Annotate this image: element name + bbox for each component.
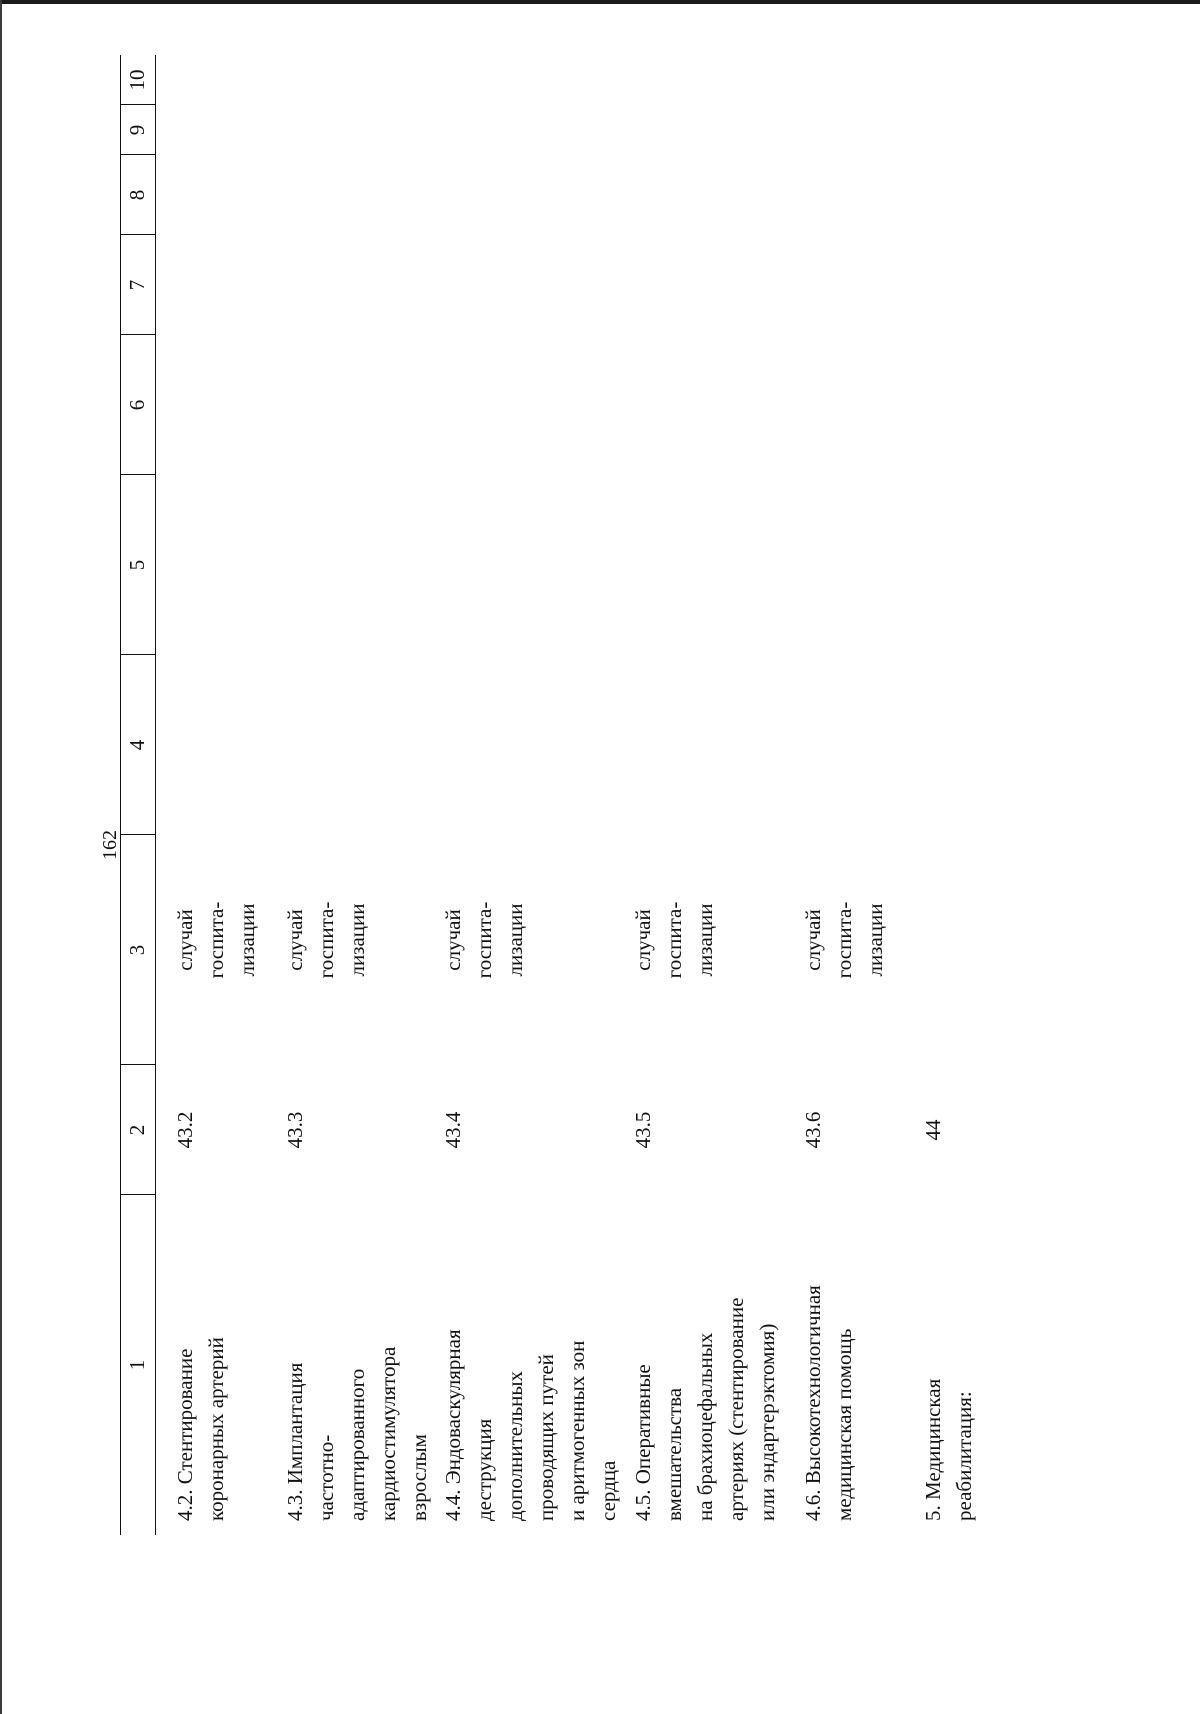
header-col-10: 10 bbox=[125, 69, 149, 91]
row-name: 5. Медицинская реабилитация: bbox=[921, 1378, 976, 1521]
header-col-1: 1 bbox=[125, 1359, 149, 1371]
header-col-2: 2 bbox=[125, 1124, 149, 1136]
row-name: 4.3. Имплантация частотно- адаптированного кардиостимулятора взрослым bbox=[283, 1346, 431, 1521]
page-number: 162 bbox=[99, 830, 121, 860]
row-code: 44 bbox=[921, 1119, 945, 1141]
header-bottom-border bbox=[155, 55, 156, 1535]
row-code: 43.2 bbox=[173, 1111, 197, 1149]
header-col-9: 9 bbox=[125, 124, 149, 136]
header-col-3: 3 bbox=[125, 944, 149, 956]
row-unit: случай госпита- лизации bbox=[283, 901, 369, 979]
header-col-4: 4 bbox=[125, 739, 149, 751]
row-code: 43.3 bbox=[283, 1111, 307, 1149]
header-col-5: 5 bbox=[125, 559, 149, 571]
scan-edge-left bbox=[0, 0, 2, 1714]
header-col-8: 8 bbox=[125, 189, 149, 201]
header-col-7: 7 bbox=[125, 279, 149, 291]
row-unit: случай госпита- лизации bbox=[441, 901, 527, 979]
data-table bbox=[120, 55, 976, 1535]
scan-edge-top bbox=[0, 0, 1200, 4]
row-name: 4.5. Оперативные вмешательства на брахиоцефальных артериях (стентирование или эндартерэктомия) bbox=[631, 1297, 779, 1521]
row-unit: случай госпита- лизации bbox=[801, 901, 887, 979]
row-name: 4.2. Стентирование коронарных артерий bbox=[173, 1337, 228, 1521]
header-col-6: 6 bbox=[125, 399, 149, 411]
row-code: 43.4 bbox=[441, 1111, 465, 1149]
row-name: 4.4. Эндоваскулярная деструкция дополнительных проводящих путей и аритмогенных зон сердца bbox=[441, 1329, 620, 1521]
row-code: 43.5 bbox=[631, 1111, 655, 1149]
row-code: 43.6 bbox=[801, 1111, 825, 1149]
row-name: 4.6. Высокотехнологичная медицинская помощь bbox=[801, 1285, 856, 1521]
rotated-table-container bbox=[120, 55, 976, 1535]
row-unit: случай госпита- лизации bbox=[173, 901, 259, 979]
row-unit: случай госпита- лизации bbox=[631, 901, 717, 979]
